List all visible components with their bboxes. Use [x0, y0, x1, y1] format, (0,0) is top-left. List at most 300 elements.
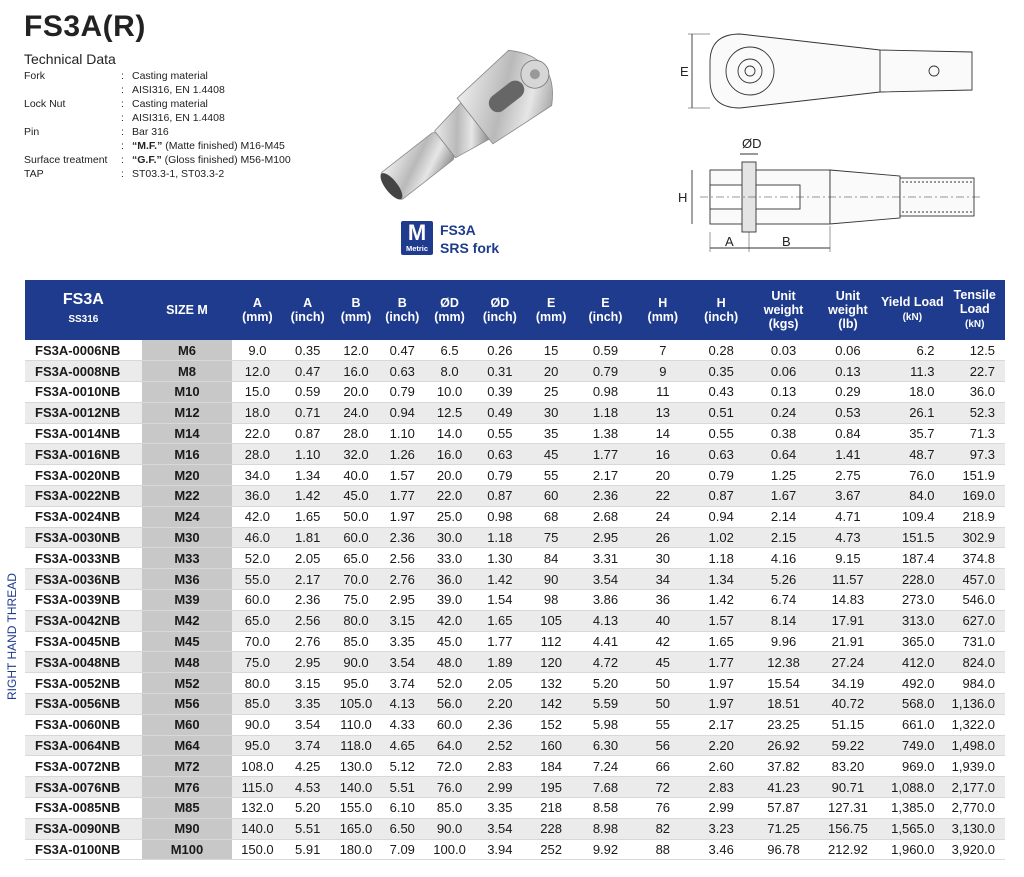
value-cell: 2.76: [379, 569, 425, 590]
value-cell: 12.5: [945, 340, 1005, 361]
value-cell: 14.0: [425, 423, 473, 444]
product-name: [440, 221, 499, 257]
value-cell: 6.50: [379, 818, 425, 839]
value-cell: 0.13: [751, 382, 815, 403]
value-cell: 76: [635, 798, 691, 819]
header-column-title: A: [303, 296, 313, 310]
header-column-title: ØD: [440, 296, 459, 310]
value-cell: 7.24: [576, 756, 634, 777]
header-column-unit: (inch): [704, 310, 739, 324]
value-cell: 12.38: [751, 652, 815, 673]
value-cell: 2.75: [816, 465, 880, 486]
value-cell: 11.57: [816, 569, 880, 590]
value-cell: 2.14: [751, 506, 815, 527]
value-cell: 1.57: [379, 465, 425, 486]
value-cell: 88: [635, 839, 691, 860]
value-cell: 4.13: [576, 610, 634, 631]
value-cell: 15.0: [232, 382, 282, 403]
header-column-unit: (inch): [482, 310, 517, 324]
header-column: [691, 280, 751, 340]
technical-data-colon: :: [121, 112, 124, 124]
technical-data-row: [24, 139, 291, 153]
value-cell: 0.51: [691, 402, 751, 423]
technical-data-heading: Technical Data: [24, 51, 116, 67]
finish-code: “M.F.”: [132, 140, 163, 152]
size-cell: M45: [142, 631, 233, 652]
dim-label-a: A: [725, 234, 734, 249]
value-cell: 90.71: [816, 777, 880, 798]
value-cell: 1.41: [816, 444, 880, 465]
technical-data-row: [24, 83, 291, 97]
value-cell: 3.15: [283, 673, 333, 694]
value-cell: 100.0: [425, 839, 473, 860]
value-cell: 7.68: [576, 777, 634, 798]
value-cell: 2.36: [379, 527, 425, 548]
value-cell: 2.36: [576, 486, 634, 507]
technical-data-row: [24, 153, 291, 167]
value-cell: 0.94: [691, 506, 751, 527]
value-cell: 85.0: [425, 798, 473, 819]
header-column-title: Tensile Load: [953, 288, 996, 316]
technical-data-label: [24, 83, 121, 97]
finish-code: “G.F.”: [132, 154, 162, 166]
value-cell: 95.0: [333, 673, 379, 694]
value-cell: 0.79: [379, 382, 425, 403]
value-cell: 6.74: [751, 590, 815, 611]
table-row: [25, 465, 1005, 486]
value-cell: 75.0: [333, 590, 379, 611]
technical-data-colon: :: [121, 70, 124, 82]
table-row: [25, 590, 1005, 611]
technical-data-value: [132, 167, 224, 181]
value-cell: 22.0: [232, 423, 282, 444]
value-cell: 457.0: [945, 569, 1005, 590]
value-cell: 120: [526, 652, 576, 673]
technical-data-row: [24, 69, 291, 83]
table-row: [25, 714, 1005, 735]
value-cell: 2.56: [379, 548, 425, 569]
model-number-cell: FS3A-0064NB: [25, 735, 142, 756]
value-cell: 3.35: [379, 631, 425, 652]
model-number-cell: FS3A-0006NB: [25, 340, 142, 361]
header-model: [25, 280, 142, 340]
value-cell: 22.0: [425, 486, 473, 507]
value-cell: 34.19: [816, 673, 880, 694]
value-cell: 1,088.0: [880, 777, 944, 798]
value-cell: 1,385.0: [880, 798, 944, 819]
table-row: [25, 506, 1005, 527]
value-cell: 2.36: [283, 590, 333, 611]
size-cell: M30: [142, 527, 233, 548]
technical-data-label: Lock Nut: [24, 98, 66, 110]
value-cell: 2.52: [474, 735, 526, 756]
model-number-cell: FS3A-0056NB: [25, 694, 142, 715]
value-cell: 1.18: [576, 402, 634, 423]
value-cell: 5.20: [283, 798, 333, 819]
value-cell: 2.17: [691, 714, 751, 735]
value-cell: 3.67: [816, 486, 880, 507]
value-cell: 3.23: [691, 818, 751, 839]
value-cell: 2.95: [576, 527, 634, 548]
size-cell: M48: [142, 652, 233, 673]
value-cell: 3.86: [576, 590, 634, 611]
value-cell: 150.0: [232, 839, 282, 860]
value-cell: 0.87: [691, 486, 751, 507]
value-cell: 32.0: [333, 444, 379, 465]
value-cell: 34: [635, 569, 691, 590]
value-cell: 60.0: [232, 590, 282, 611]
value-cell: 0.13: [816, 361, 880, 382]
value-cell: 2.99: [474, 777, 526, 798]
value-cell: 0.35: [283, 340, 333, 361]
value-cell: 4.25: [283, 756, 333, 777]
value-cell: 11: [635, 382, 691, 403]
value-cell: 15: [526, 340, 576, 361]
value-cell: 661.0: [880, 714, 944, 735]
value-cell: 90.0: [333, 652, 379, 673]
value-cell: 51.15: [816, 714, 880, 735]
value-cell: 2.20: [691, 735, 751, 756]
value-cell: 0.43: [691, 382, 751, 403]
technical-data-value: [132, 111, 225, 125]
technical-data-value: [132, 83, 225, 97]
size-cell: M52: [142, 673, 233, 694]
value-cell: 0.03: [751, 340, 815, 361]
value-cell: 22.7: [945, 361, 1005, 382]
value-cell: 3.31: [576, 548, 634, 569]
value-cell: 10.0: [425, 382, 473, 403]
value-cell: 2,770.0: [945, 798, 1005, 819]
value-cell: 0.28: [691, 340, 751, 361]
size-cell: M76: [142, 777, 233, 798]
value-cell: 1.57: [691, 610, 751, 631]
model-number-cell: FS3A-0016NB: [25, 444, 142, 465]
table-row: [25, 673, 1005, 694]
value-cell: 17.91: [816, 610, 880, 631]
value-cell: 2.17: [576, 465, 634, 486]
model-number-cell: FS3A-0060NB: [25, 714, 142, 735]
table-row: [25, 444, 1005, 465]
value-cell: 72: [635, 777, 691, 798]
value-cell: 0.84: [816, 423, 880, 444]
value-cell: 20.0: [333, 382, 379, 403]
value-cell: 50: [635, 694, 691, 715]
technical-data-text: AISI316, EN 1.4408: [132, 112, 225, 124]
value-cell: 2.83: [474, 756, 526, 777]
value-cell: 98: [526, 590, 576, 611]
value-cell: 50.0: [333, 506, 379, 527]
table-row: [25, 569, 1005, 590]
value-cell: 3,920.0: [945, 839, 1005, 860]
value-cell: 0.26: [474, 340, 526, 361]
model-number-cell: FS3A-0024NB: [25, 506, 142, 527]
value-cell: 105.0: [333, 694, 379, 715]
value-cell: 0.59: [576, 340, 634, 361]
value-cell: 60.0: [425, 714, 473, 735]
model-number-cell: FS3A-0045NB: [25, 631, 142, 652]
value-cell: 132.0: [232, 798, 282, 819]
value-cell: 20: [526, 361, 576, 382]
header-column: [379, 280, 425, 340]
right-hand-thread-label: RIGHT HAND THREAD: [5, 573, 19, 700]
value-cell: 11.3: [880, 361, 944, 382]
value-cell: 2.15: [751, 527, 815, 548]
value-cell: 6.2: [880, 340, 944, 361]
header-size: SIZE M: [166, 303, 208, 317]
value-cell: 5.12: [379, 756, 425, 777]
value-cell: 14.83: [816, 590, 880, 611]
value-cell: 40: [635, 610, 691, 631]
size-cell: M10: [142, 382, 233, 403]
dim-label-d: ØD: [742, 136, 762, 151]
value-cell: 75: [526, 527, 576, 548]
value-cell: 0.98: [576, 382, 634, 403]
value-cell: 218.9: [945, 506, 1005, 527]
value-cell: 4.53: [283, 777, 333, 798]
value-cell: 9.0: [232, 340, 282, 361]
technical-data-label: Surface treatment: [24, 154, 108, 166]
header-column: [576, 280, 634, 340]
value-cell: 3.54: [283, 714, 333, 735]
value-cell: 0.63: [691, 444, 751, 465]
value-cell: 60.0: [333, 527, 379, 548]
value-cell: 4.41: [576, 631, 634, 652]
value-cell: 1.67: [751, 486, 815, 507]
value-cell: 45: [635, 652, 691, 673]
value-cell: 5.51: [379, 777, 425, 798]
value-cell: 1,939.0: [945, 756, 1005, 777]
value-cell: 1,498.0: [945, 735, 1005, 756]
value-cell: 0.53: [816, 402, 880, 423]
model-number-cell: FS3A-0048NB: [25, 652, 142, 673]
technical-drawing: [670, 20, 990, 260]
header-column: [816, 280, 880, 340]
value-cell: 1.18: [691, 548, 751, 569]
value-cell: 824.0: [945, 652, 1005, 673]
size-cell: M14: [142, 423, 233, 444]
technical-data-text: ST03.3-1, ST03.3-2: [132, 168, 225, 180]
value-cell: 1.02: [691, 527, 751, 548]
value-cell: 2,177.0: [945, 777, 1005, 798]
value-cell: 45.0: [425, 631, 473, 652]
value-cell: 302.9: [945, 527, 1005, 548]
value-cell: 313.0: [880, 610, 944, 631]
model-number-cell: FS3A-0030NB: [25, 527, 142, 548]
dim-label-h: H: [678, 190, 688, 205]
value-cell: 42.0: [232, 506, 282, 527]
value-cell: 3.94: [474, 839, 526, 860]
table-row: [25, 735, 1005, 756]
value-cell: 46.0: [232, 527, 282, 548]
value-cell: 374.8: [945, 548, 1005, 569]
header-model-title: FS3A: [62, 291, 104, 308]
value-cell: 83.20: [816, 756, 880, 777]
table-header-row: [25, 280, 1005, 340]
value-cell: 1,322.0: [945, 714, 1005, 735]
value-cell: 0.38: [751, 423, 815, 444]
technical-data-value: [132, 69, 208, 83]
header-column-title: Yield Load: [880, 295, 944, 309]
value-cell: 84.0: [880, 486, 944, 507]
value-cell: 140.0: [232, 818, 282, 839]
value-cell: 546.0: [945, 590, 1005, 611]
value-cell: 7: [635, 340, 691, 361]
technical-data-text: (Gloss finished) M56-M100: [161, 154, 291, 166]
value-cell: 0.06: [816, 340, 880, 361]
value-cell: 35.7: [880, 423, 944, 444]
value-cell: 16.0: [333, 361, 379, 382]
value-cell: 95.0: [232, 735, 282, 756]
value-cell: 3.54: [576, 569, 634, 590]
value-cell: 16: [635, 444, 691, 465]
value-cell: 3.74: [283, 735, 333, 756]
value-cell: 492.0: [880, 673, 944, 694]
header-column: [333, 280, 379, 340]
value-cell: 1,960.0: [880, 839, 944, 860]
value-cell: 26.1: [880, 402, 944, 423]
value-cell: 36.0: [945, 382, 1005, 403]
value-cell: 5.59: [576, 694, 634, 715]
technical-data-value: [132, 97, 208, 111]
header-column-unit: (mm): [647, 310, 679, 324]
metric-badge: [401, 221, 433, 255]
value-cell: 749.0: [880, 735, 944, 756]
value-cell: 50: [635, 673, 691, 694]
table-row: [25, 402, 1005, 423]
size-cell: M72: [142, 756, 233, 777]
value-cell: 2.76: [283, 631, 333, 652]
header-column-title: H: [716, 296, 726, 310]
value-cell: 6.10: [379, 798, 425, 819]
technical-data-value: [132, 153, 291, 167]
value-cell: 8.0: [425, 361, 473, 382]
product-code: FS3A: [440, 222, 476, 238]
value-cell: 24: [635, 506, 691, 527]
dim-label-e: E: [680, 64, 689, 79]
value-cell: 5.98: [576, 714, 634, 735]
value-cell: 4.71: [816, 506, 880, 527]
value-cell: 3.54: [379, 652, 425, 673]
value-cell: 212.92: [816, 839, 880, 860]
value-cell: 56.0: [425, 694, 473, 715]
value-cell: 228.0: [880, 569, 944, 590]
value-cell: 1.38: [576, 423, 634, 444]
value-cell: 109.4: [880, 506, 944, 527]
table-row: [25, 839, 1005, 860]
technical-data-text: AISI316, EN 1.4408: [132, 84, 225, 96]
header-column: [880, 280, 944, 340]
value-cell: 130.0: [333, 756, 379, 777]
value-cell: 165.0: [333, 818, 379, 839]
value-cell: 22: [635, 486, 691, 507]
header-column-title: E: [601, 296, 610, 310]
value-cell: 0.63: [474, 444, 526, 465]
technical-data-row: [24, 125, 291, 139]
value-cell: 45: [526, 444, 576, 465]
value-cell: 1.10: [379, 423, 425, 444]
value-cell: 105: [526, 610, 576, 631]
value-cell: 365.0: [880, 631, 944, 652]
size-cell: M33: [142, 548, 233, 569]
size-cell: M60: [142, 714, 233, 735]
value-cell: 115.0: [232, 777, 282, 798]
value-cell: 85.0: [333, 631, 379, 652]
header-column: [283, 280, 333, 340]
table-row: [25, 486, 1005, 507]
value-cell: 0.87: [283, 423, 333, 444]
value-cell: 48.0: [425, 652, 473, 673]
value-cell: 55.0: [232, 569, 282, 590]
header-column-unit: (inch): [290, 310, 325, 324]
size-cell: M36: [142, 569, 233, 590]
technical-data-colon: :: [121, 140, 124, 152]
technical-data-row: [24, 167, 291, 181]
value-cell: 1.81: [283, 527, 333, 548]
technical-data-colon: :: [121, 98, 124, 110]
value-cell: 55: [526, 465, 576, 486]
value-cell: 1.97: [691, 694, 751, 715]
value-cell: 0.79: [474, 465, 526, 486]
table-row: [25, 610, 1005, 631]
value-cell: 151.5: [880, 527, 944, 548]
table-row: [25, 756, 1005, 777]
value-cell: 6.5: [425, 340, 473, 361]
value-cell: 1.42: [283, 486, 333, 507]
header-column: [635, 280, 691, 340]
value-cell: 15.54: [751, 673, 815, 694]
value-cell: 0.49: [474, 402, 526, 423]
value-cell: 969.0: [880, 756, 944, 777]
value-cell: 151.9: [945, 465, 1005, 486]
value-cell: 0.59: [283, 382, 333, 403]
header-column: [945, 280, 1005, 340]
size-cell: M39: [142, 590, 233, 611]
value-cell: 0.55: [474, 423, 526, 444]
value-cell: 84: [526, 548, 576, 569]
value-cell: 3.35: [283, 694, 333, 715]
value-cell: 2.83: [691, 777, 751, 798]
size-cell: M64: [142, 735, 233, 756]
value-cell: 85.0: [232, 694, 282, 715]
header-column-unit: (lb): [838, 317, 858, 331]
value-cell: 23.25: [751, 714, 815, 735]
size-cell: M85: [142, 798, 233, 819]
technical-data-label: [24, 111, 121, 125]
value-cell: 1.65: [283, 506, 333, 527]
value-cell: 42: [635, 631, 691, 652]
value-cell: 1.77: [474, 631, 526, 652]
value-cell: 28.0: [232, 444, 282, 465]
value-cell: 0.63: [379, 361, 425, 382]
value-cell: 66: [635, 756, 691, 777]
specification-table: [25, 280, 1005, 860]
model-number-cell: FS3A-0072NB: [25, 756, 142, 777]
technical-data-value: [132, 139, 285, 153]
header-column-unit: (mm): [434, 310, 465, 324]
header-column-unit: (kgs): [768, 317, 799, 331]
value-cell: 26: [635, 527, 691, 548]
model-number-cell: FS3A-0085NB: [25, 798, 142, 819]
value-cell: 984.0: [945, 673, 1005, 694]
technical-data-colon: :: [121, 126, 124, 138]
header-column: [526, 280, 576, 340]
value-cell: 132: [526, 673, 576, 694]
value-cell: 71.25: [751, 818, 815, 839]
value-cell: 1,136.0: [945, 694, 1005, 715]
value-cell: 8.14: [751, 610, 815, 631]
value-cell: 0.39: [474, 382, 526, 403]
value-cell: 75.0: [232, 652, 282, 673]
